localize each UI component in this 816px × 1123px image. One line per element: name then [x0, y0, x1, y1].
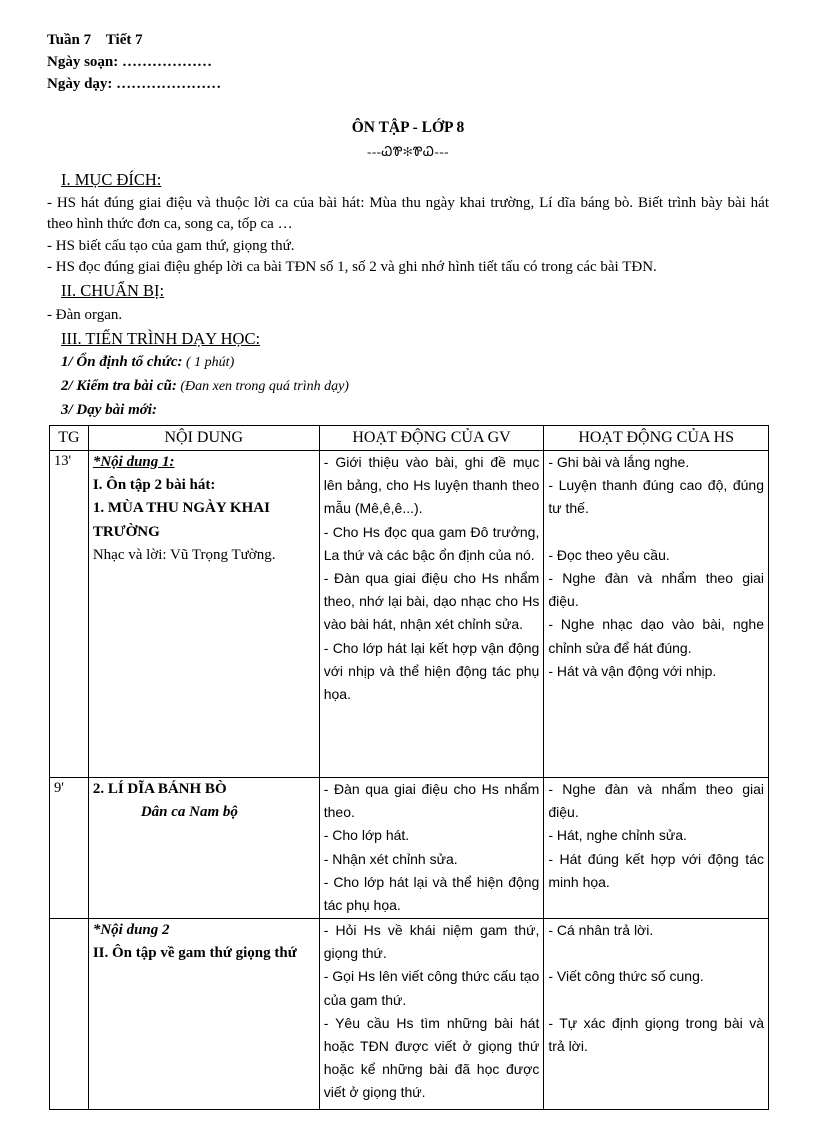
row2-gv-1: - Đàn qua giai điệu cho Hs nhẩm theo.: [323, 781, 540, 821]
row2-hs-3: - Hát đúng kết hợp với động tác minh họa.: [548, 850, 764, 890]
row3-content: [88, 919, 319, 1110]
row1-content-section: I. Ôn tập 2 bài hát:: [92, 477, 216, 494]
objective-3: - HS đọc đúng giai điệu ghép lời ca bài TĐN số 1, số 2 và ghi nhớ hình tiết tấu có trong các bài TĐN.: [47, 259, 657, 275]
header-teacher: HOẠT ĐỘNG CỦA GV: [319, 426, 544, 451]
section-heading-preparation: II. CHUẨN BỊ:: [61, 281, 165, 300]
table-row: [50, 919, 769, 1110]
row3-time: [50, 919, 89, 1110]
teach-date: Ngày dạy: …………………: [47, 76, 222, 92]
row3-hs-2: - Viết công thức số cung.: [548, 968, 704, 985]
row3-gv-1: - Hỏi Hs về khái niệm gam thứ, giọng thứ.: [323, 922, 540, 962]
header-week-period: [47, 30, 143, 50]
page-title: ÔN TẬP - LỚP 8: [351, 119, 465, 136]
row1-hs-2: - Luyện thanh đúng cao độ, đúng tư thế.: [548, 477, 764, 517]
preparation-item: - Đàn organ.: [47, 307, 123, 323]
section-heading-purpose: I. MỤC ĐÍCH:: [61, 170, 162, 189]
row2-teacher-activities: [319, 778, 544, 919]
row2-content: [88, 778, 319, 919]
week-label: Tuần 7: [47, 32, 92, 48]
row2-gv-4: - Cho lớp hát lại và thể hiện động tác phụ họa.: [323, 873, 540, 914]
row1-hs-5: - Nghe nhạc dạo vào bài, nghe chỉnh sửa để hát đúng.: [548, 616, 764, 656]
row2-student-activities: [544, 778, 769, 919]
step-1: 1/ Ổn định tổ chức: ( 1 phút): [61, 354, 235, 370]
header-student: HOẠT ĐỘNG CỦA HS: [544, 426, 769, 451]
row3-student-activities: [544, 919, 769, 1110]
table-row: [50, 778, 769, 919]
row1-gv-3: - Đàn qua giai điệu cho Hs nhẩm theo, nhớ lại bài, dạo nhạc cho Hs vào bài hát, nhận xét chỉnh sửa.: [323, 570, 540, 633]
title-ornament: ---ᏇᏈ✻ᏈᏇ---: [366, 144, 449, 159]
row3-hs-3: - Tự xác định giọng trong bài và trả lời.: [548, 1014, 764, 1054]
step-3: 3/ Dạy bài mới:: [61, 402, 157, 418]
row1-gv-4: - Cho lớp hát lại kết hợp vận động với nhịp và thể hiện động tác phụ họa.: [323, 639, 540, 703]
row1-content: [88, 451, 319, 778]
row2-gv-2: - Cho lớp hát.: [323, 827, 410, 844]
row1-hs-6: - Hát và vận động với nhịp.: [548, 662, 717, 679]
row1-song-title: 1. MÙA THU NGÀY KHAI TRƯỜNG: [92, 500, 270, 540]
row1-time: 13': [50, 451, 89, 778]
row1-gv-1: - Giới thiệu vào bài, ghi đề mục lên bảng, cho Hs luyện thanh theo mẫu (Mê,ê,ê...).: [323, 454, 540, 517]
header-content: NỘI DUNG: [88, 426, 319, 451]
objective-2: - HS biết cấu tạo của gam thứ, giọng thứ.: [47, 238, 295, 254]
row1-teacher-activities: [319, 451, 544, 778]
prep-date: Ngày soạn: ………………: [47, 54, 213, 70]
row2-hs-1: - Nghe đàn và nhẩm theo giai điệu.: [548, 781, 764, 821]
header-tg: TG: [50, 426, 89, 451]
row3-gv-2: - Gọi Hs lên viết công thức cấu tạo của gam thứ.: [323, 968, 540, 1008]
period-label: Tiết 7: [105, 32, 143, 48]
table-header-row: [50, 426, 769, 451]
section-heading-process: III. TIẾN TRÌNH DẠY HỌC:: [61, 329, 261, 348]
row2-gv-3: - Nhận xét chỉnh sửa.: [323, 850, 458, 867]
step-2: 2/ Kiểm tra bài cũ: (Đan xen trong quá trình dạy): [61, 378, 349, 394]
table-row: [50, 451, 769, 778]
row1-student-activities: [544, 451, 769, 778]
row2-song-title: 2. LÍ DĨA BÁNH BÒ: [92, 781, 227, 797]
row3-content-label: *Nội dung 2: [92, 922, 170, 938]
row3-hs-1: - Cá nhân trả lời.: [548, 922, 654, 938]
row1-song-author: Nhạc và lời: Vũ Trọng Tường.: [92, 546, 276, 563]
row1-hs-3: - Đọc theo yêu cầu.: [548, 546, 670, 563]
row3-gv-3: - Yêu cầu Hs tìm những bài hát hoặc TĐN được viết ở giọng thứ hoặc kể những bài đã học được viết ở giọng thứ.: [323, 1014, 540, 1101]
row3-content-section: II. Ôn tập về gam thứ giọng thứ: [92, 945, 297, 962]
row2-song-origin: Dân ca Nam bộ: [140, 804, 238, 821]
row3-teacher-activities: [319, 919, 544, 1110]
row2-hs-2: - Hát, nghe chỉnh sửa.: [548, 827, 687, 844]
row1-hs-1: - Ghi bài và lắng nghe.: [548, 454, 690, 470]
lesson-table: [49, 425, 769, 1110]
row1-hs-4: - Nghe đàn và nhẩm theo giai điệu.: [548, 570, 764, 610]
row1-content-label: *Nội dung 1:: [92, 454, 175, 470]
row2-time: 9': [50, 778, 89, 919]
row1-gv-2: - Cho Hs đọc qua gam Đô trưởng, La thứ và các bậc ổn định của nó.: [323, 523, 540, 563]
objective-1: - HS hát đúng giai điệu và thuộc lời ca của bài hát: Mùa thu ngày khai trường, Lí dĩa báng bò. Biết trình bày bài hát theo hình thức đơn ca, song ca, tốp ca …: [47, 195, 769, 232]
